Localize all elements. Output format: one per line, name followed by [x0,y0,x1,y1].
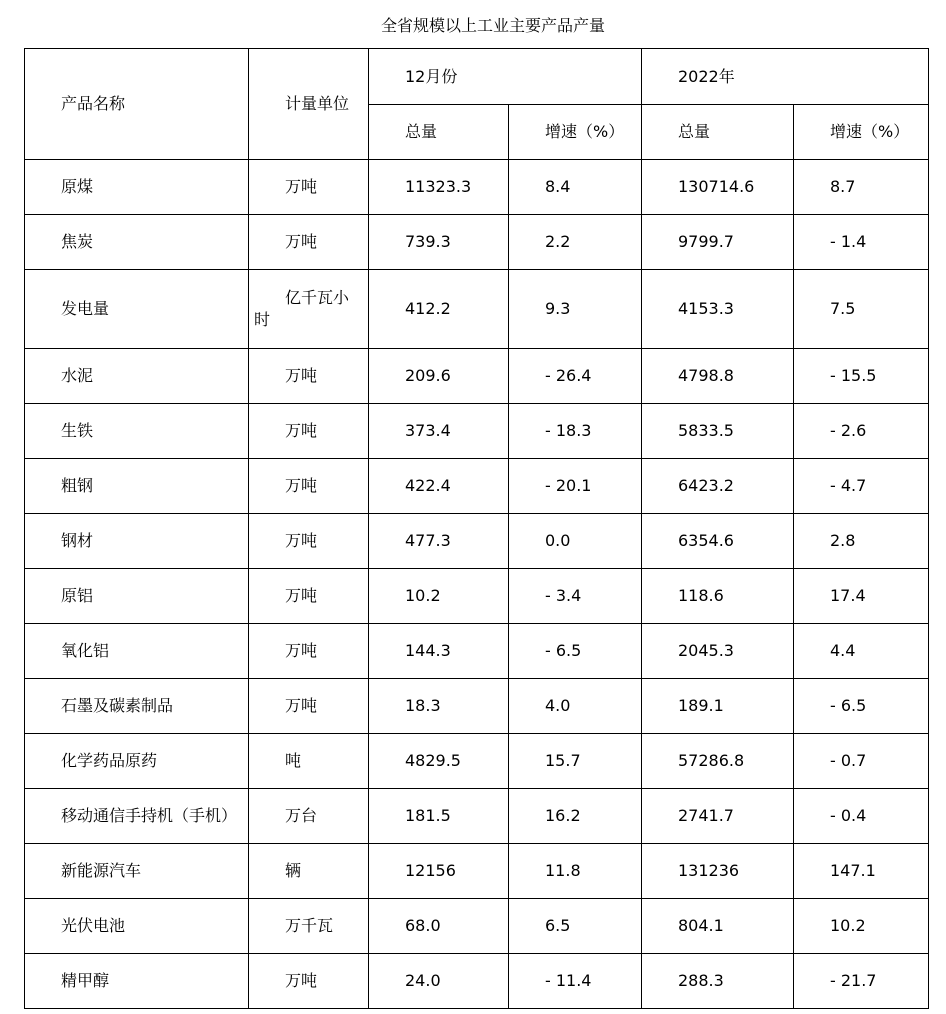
table-row [25,899,929,954]
year-total-cell: 57286.8 [642,734,794,789]
month-growth-cell: - 3.4 [509,569,642,624]
month-growth-cell: 9.3 [509,270,642,349]
header-month-total: 总量 [369,105,509,160]
product-name-cell: 粗钢 [25,459,249,514]
table-row [25,954,929,1009]
year-growth-cell: - 6.5 [794,679,929,734]
month-growth-cell: - 6.5 [509,624,642,679]
month-growth-cell: 0.0 [509,514,642,569]
table-row [25,459,929,514]
year-total-cell: 4153.3 [642,270,794,349]
year-total-cell: 9799.7 [642,215,794,270]
year-total-cell: 131236 [642,844,794,899]
table-row [25,734,929,789]
table-row [25,789,929,844]
product-name-cell: 氧化铝 [25,624,249,679]
unit-cell: 辆 [249,844,369,899]
year-total-cell: 804.1 [642,899,794,954]
month-total-cell: 739.3 [369,215,509,270]
year-growth-cell: - 2.6 [794,404,929,459]
year-total-cell: 2045.3 [642,624,794,679]
year-total-cell: 288.3 [642,954,794,1009]
month-growth-cell: - 20.1 [509,459,642,514]
year-growth-cell: 17.4 [794,569,929,624]
unit-cell: 吨 [249,734,369,789]
unit-cell: 万吨 [249,624,369,679]
header-unit: 计量单位 [249,49,369,160]
unit-cell [249,270,369,349]
month-total-cell: 10.2 [369,569,509,624]
product-name-cell: 焦炭 [25,215,249,270]
month-total-cell: 4829.5 [369,734,509,789]
unit-cell: 万吨 [249,160,369,215]
year-total-cell: 6423.2 [642,459,794,514]
year-total-cell: 189.1 [642,679,794,734]
table-row [25,569,929,624]
product-name-cell: 水泥 [25,349,249,404]
year-total-cell: 118.6 [642,569,794,624]
year-growth-cell: 147.1 [794,844,929,899]
table-row [25,844,929,899]
unit-line-1: 亿千瓦小 [285,288,350,307]
month-total-cell: 18.3 [369,679,509,734]
month-growth-cell: 15.7 [509,734,642,789]
table-row [25,404,929,459]
table-row [25,679,929,734]
month-growth-cell: - 18.3 [509,404,642,459]
table-title: 全省规模以上工业主要产品产量 [380,16,605,35]
header-month-growth: 增速（%） [509,105,642,160]
year-growth-cell: 8.7 [794,160,929,215]
table-row [25,270,929,349]
product-name-cell: 原煤 [25,160,249,215]
unit-cell: 万吨 [249,569,369,624]
unit-cell: 万吨 [249,954,369,1009]
year-growth-cell: 10.2 [794,899,929,954]
month-total-cell: 144.3 [369,624,509,679]
product-name-cell: 化学药品原药 [25,734,249,789]
product-name-cell: 生铁 [25,404,249,459]
year-total-cell: 6354.6 [642,514,794,569]
unit-line-2: 时 [254,310,271,329]
product-name-cell: 光伏电池 [25,899,249,954]
product-name-cell: 移动通信手持机（手机） [25,789,249,844]
unit-cell: 万吨 [249,215,369,270]
year-growth-cell: - 15.5 [794,349,929,404]
header-year-growth: 增速（%） [794,105,929,160]
year-growth-cell: - 0.4 [794,789,929,844]
table-row [25,160,929,215]
product-name-cell: 新能源汽车 [25,844,249,899]
month-growth-cell: 4.0 [509,679,642,734]
year-total-cell: 130714.6 [642,160,794,215]
unit-cell: 万吨 [249,459,369,514]
product-name-cell: 钢材 [25,514,249,569]
table-row [25,215,929,270]
month-total-cell: 209.6 [369,349,509,404]
product-name-cell: 原铝 [25,569,249,624]
year-total-cell: 2741.7 [642,789,794,844]
year-growth-cell: 7.5 [794,270,929,349]
month-total-cell: 181.5 [369,789,509,844]
month-total-cell: 477.3 [369,514,509,569]
table-row [25,514,929,569]
unit-cell: 万吨 [249,404,369,459]
header-year-total: 总量 [642,105,794,160]
product-output-table [24,48,929,1009]
year-growth-cell: - 21.7 [794,954,929,1009]
year-growth-cell: - 0.7 [794,734,929,789]
product-name-cell: 发电量 [25,270,249,349]
month-growth-cell: 2.2 [509,215,642,270]
month-growth-cell: - 11.4 [509,954,642,1009]
unit-cell: 万吨 [249,514,369,569]
month-total-cell: 422.4 [369,459,509,514]
month-total-cell: 373.4 [369,404,509,459]
month-growth-cell: 11.8 [509,844,642,899]
month-total-cell: 412.2 [369,270,509,349]
header-product-name: 产品名称 [25,49,249,160]
year-total-cell: 4798.8 [642,349,794,404]
table-row [25,349,929,404]
unit-cell: 万台 [249,789,369,844]
year-growth-cell: - 4.7 [794,459,929,514]
header-row-1 [25,49,929,105]
unit-cell: 万千瓦 [249,899,369,954]
month-growth-cell: 6.5 [509,899,642,954]
header-year-group: 2022年 [642,49,929,105]
table-row [25,624,929,679]
month-growth-cell: 8.4 [509,160,642,215]
month-total-cell: 11323.3 [369,160,509,215]
year-growth-cell: - 1.4 [794,215,929,270]
product-name-cell: 精甲醇 [25,954,249,1009]
month-total-cell: 24.0 [369,954,509,1009]
month-total-cell: 12156 [369,844,509,899]
unit-cell: 万吨 [249,349,369,404]
year-growth-cell: 2.8 [794,514,929,569]
month-total-cell: 68.0 [369,899,509,954]
year-growth-cell: 4.4 [794,624,929,679]
unit-cell: 万吨 [249,679,369,734]
month-growth-cell: 16.2 [509,789,642,844]
product-name-cell: 石墨及碳素制品 [25,679,249,734]
year-total-cell: 5833.5 [642,404,794,459]
month-growth-cell: - 26.4 [509,349,642,404]
header-month-group: 12月份 [369,49,642,105]
